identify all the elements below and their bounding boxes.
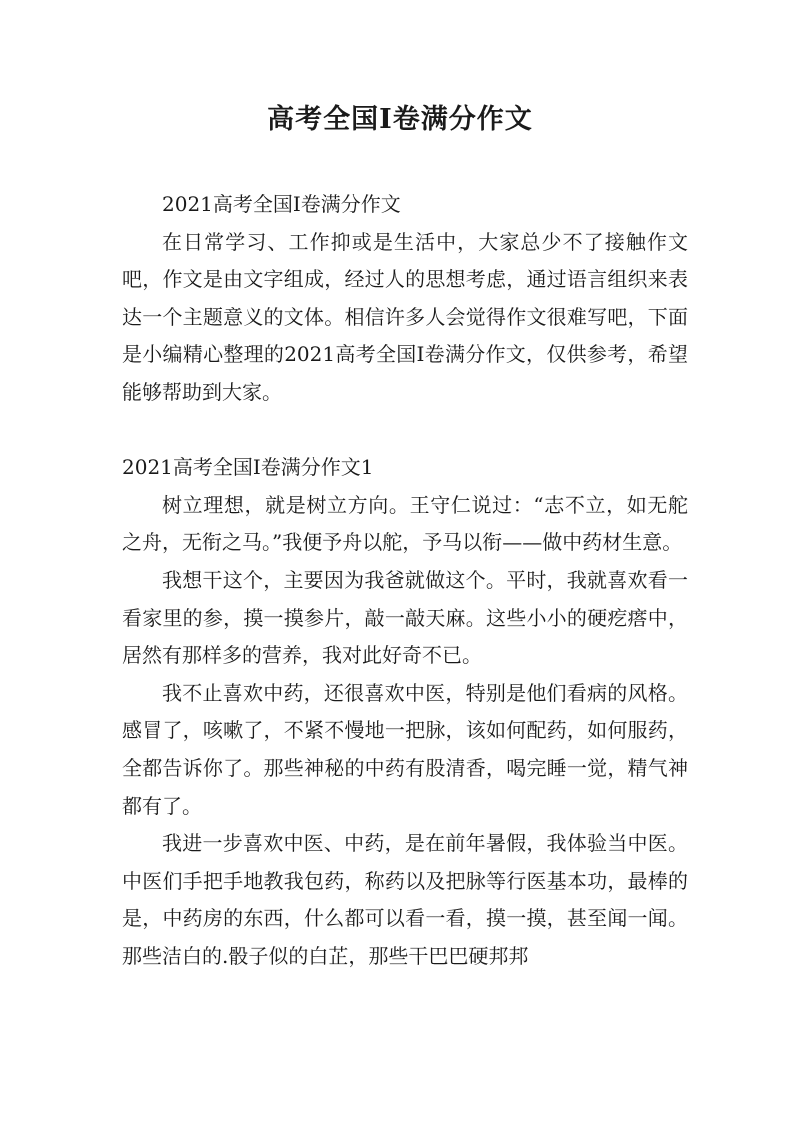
essay-paragraph-3: 我不止喜欢中药，还很喜欢中医，特别是他们看病的风格。感冒了，咳嗽了，不紧不慢地一把脉，该如何配药，如何服药，全都告诉你了。那些神秘的中药有股清香，喝完睡一觉，精气神都有了。 xyxy=(122,680,688,818)
essay-heading: 2021高考全国Ⅰ卷满分作文1 xyxy=(122,455,374,480)
intro-paragraph: 在日常学习、工作抑或是生活中，大家总少不了接触作文吧，作文是由文字组成，经过人的思想考虑，通过语言组织来表达一个主题意义的文体。相信许多人会觉得作文很难写吧，下面是小编精心整理的2021高考全国Ⅰ卷满分作文，仅供参考，希望能够帮助到大家。 xyxy=(122,229,688,404)
intro-subtitle: 2021高考全国Ⅰ卷满分作文 xyxy=(162,192,401,216)
essay-paragraph-2: 我想干这个，主要因为我爸就做这个。平时，我就喜欢看一看家里的参，摸一摸参片，敲一敲天麻。这些小小的硬疙瘩中，居然有那样多的营养，我对此好奇不已。 xyxy=(122,567,688,668)
essay-paragraph-1: 树立理想，就是树立方向。王守仁说过：“志不立，如无舵之舟，无衔之马。”我便予舟以舵，予马以衔——做中药材生意。 xyxy=(122,492,688,555)
document-title: 高考全国Ⅰ卷满分作文 xyxy=(267,104,533,135)
document-body xyxy=(122,186,688,975)
essay-paragraph-4: 我进一步喜欢中医、中药，是在前年暑假，我体验当中医。中医们手把手地教我包药，称药以及把脉等行医基本功，最棒的是，中药房的东西，什么都可以看一看，摸一摸，甚至闻一闻。那些洁白的.骰子似的白芷，那些干巴巴硬邦邦 xyxy=(122,831,688,968)
section-spacer xyxy=(122,412,688,450)
